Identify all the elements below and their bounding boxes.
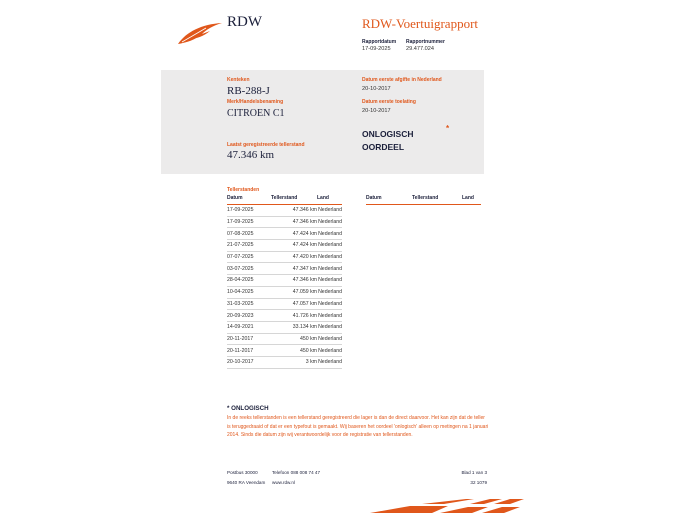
footer-version: 32 1079	[470, 480, 487, 485]
table-row	[227, 275, 342, 287]
reading-country: Nederland	[317, 333, 342, 345]
note-title: * ONLOGISCH	[227, 405, 269, 412]
reading-odometer: 41.726 km	[271, 310, 317, 322]
reading-country: Nederland	[317, 216, 342, 228]
col-date-header: Datum	[227, 195, 271, 205]
brand-stripes-icon	[370, 496, 530, 514]
reading-odometer: 47.346 km	[271, 216, 317, 228]
report-number-label: Rapportnummer	[406, 39, 445, 45]
reading-date: 10-04-2025	[227, 286, 271, 298]
reading-odometer: 47.420 km	[271, 251, 317, 263]
readings-title: Tellerstanden	[227, 187, 260, 193]
reading-country: Nederland	[317, 228, 342, 240]
reading-country: Nederland	[317, 321, 342, 333]
reading-date: 21-07-2025	[227, 240, 271, 252]
table-row	[227, 216, 342, 228]
reading-country: Nederland	[317, 298, 342, 310]
reading-date: 03-07-2025	[227, 263, 271, 275]
reading-odometer: 47.424 km	[271, 240, 317, 252]
note-text: In de reeks tellerstanden is een tellerstand geregistreerd die lager is dan de direct daarvoor. Het kan zijn dat de teller is teruggedraaid of dat er een typefout is gemaakt. Wij baseren het oordeel 'onlogisch' alleen op metingen na 1 januari 2014. Sinds die datum zijn wij verantwoordelijk voor de registratie van tellerstanden.	[227, 415, 489, 438]
reading-date: 17-09-2025	[227, 216, 271, 228]
col-country-header-right: Land	[462, 195, 481, 205]
footer-website[interactable]: www.rdw.nl	[272, 480, 295, 485]
col-odometer-header: Tellerstand	[271, 195, 317, 205]
table-row	[227, 228, 342, 240]
table-row	[227, 205, 342, 217]
report-title: RDW-Voertuigrapport	[362, 16, 479, 31]
reading-date: 07-08-2025	[227, 228, 271, 240]
col-odometer-header-right: Tellerstand	[412, 195, 462, 205]
reading-odometer: 450 km	[271, 333, 317, 345]
readings-table	[227, 195, 342, 369]
first-admission-value: 20-10-2017	[362, 108, 391, 114]
verdict-text: ONLOGISCH OORDEEL	[362, 129, 414, 152]
odometer-value: 47.346 km	[227, 149, 275, 161]
table-row	[227, 298, 342, 310]
table-row	[227, 310, 342, 322]
table-row	[227, 321, 342, 333]
first-registration-nl-label: Datum eerste afgifte in Nederland	[362, 77, 442, 83]
reading-country: Nederland	[317, 275, 342, 287]
reading-date: 20-10-2017	[227, 356, 271, 368]
reading-date: 20-09-2023	[227, 310, 271, 322]
table-row	[227, 263, 342, 275]
reading-country: Nederland	[317, 345, 342, 357]
reading-date: 17-09-2025	[227, 205, 271, 217]
reading-date: 31-03-2025	[227, 298, 271, 310]
brand-name: RDW	[227, 14, 262, 30]
reading-country: Nederland	[317, 205, 342, 217]
reading-odometer: 3 km	[271, 356, 317, 368]
first-admission-label: Datum eerste toelating	[362, 99, 416, 105]
col-country-header: Land	[317, 195, 342, 205]
footer-address-2: 9640 RA Veendam	[227, 480, 266, 485]
table-row	[227, 345, 342, 357]
reading-odometer: 450 km	[271, 345, 317, 357]
table-row	[227, 251, 342, 263]
reading-country: Nederland	[317, 263, 342, 275]
reading-country: Nederland	[317, 310, 342, 322]
rdw-logo-icon	[176, 20, 224, 46]
reading-odometer: 47.059 km	[271, 286, 317, 298]
report-date-label: Rapportdatum	[362, 39, 397, 45]
reading-odometer: 33.134 km	[271, 321, 317, 333]
reading-odometer: 47.346 km	[271, 205, 317, 217]
first-registration-nl-value: 20-10-2017	[362, 86, 391, 92]
report-number-value: 29.477.024	[406, 46, 434, 52]
table-row	[227, 240, 342, 252]
verdict-asterisk: *	[446, 124, 450, 133]
reading-country: Nederland	[317, 251, 342, 263]
table-row	[227, 356, 342, 368]
make-value: CITROEN C1	[227, 108, 285, 119]
make-label: Merk/Handelsbenaming	[227, 99, 284, 105]
reading-date: 14-09-2021	[227, 321, 271, 333]
footer-address-1: Postbus 30000	[227, 470, 258, 475]
vehicle-summary-panel	[161, 70, 484, 174]
reading-date: 28-04-2025	[227, 275, 271, 287]
table-row	[227, 286, 342, 298]
report-date-value: 17-09-2025	[362, 46, 391, 52]
footer-phone: Telefoon 088 008 74 47	[272, 470, 321, 475]
reading-country: Nederland	[317, 286, 342, 298]
reading-odometer: 47.424 km	[271, 228, 317, 240]
reading-date: 07-07-2025	[227, 251, 271, 263]
table-row	[227, 333, 342, 345]
reading-date: 20-11-2017	[227, 333, 271, 345]
readings-table-right	[366, 195, 481, 205]
footer-page: Blad 1 van 3	[461, 470, 487, 475]
col-date-header-right: Datum	[366, 195, 412, 205]
reading-odometer: 47.346 km	[271, 275, 317, 287]
plate-label: Kenteken	[227, 77, 250, 83]
reading-date: 20-11-2017	[227, 345, 271, 357]
reading-country: Nederland	[317, 240, 342, 252]
reading-odometer: 47.057 km	[271, 298, 317, 310]
plate-value: RB-288-J	[227, 85, 270, 97]
odometer-label: Laatst geregistreerde tellerstand	[227, 142, 305, 148]
reading-odometer: 47.347 km	[271, 263, 317, 275]
reading-country: Nederland	[317, 356, 342, 368]
